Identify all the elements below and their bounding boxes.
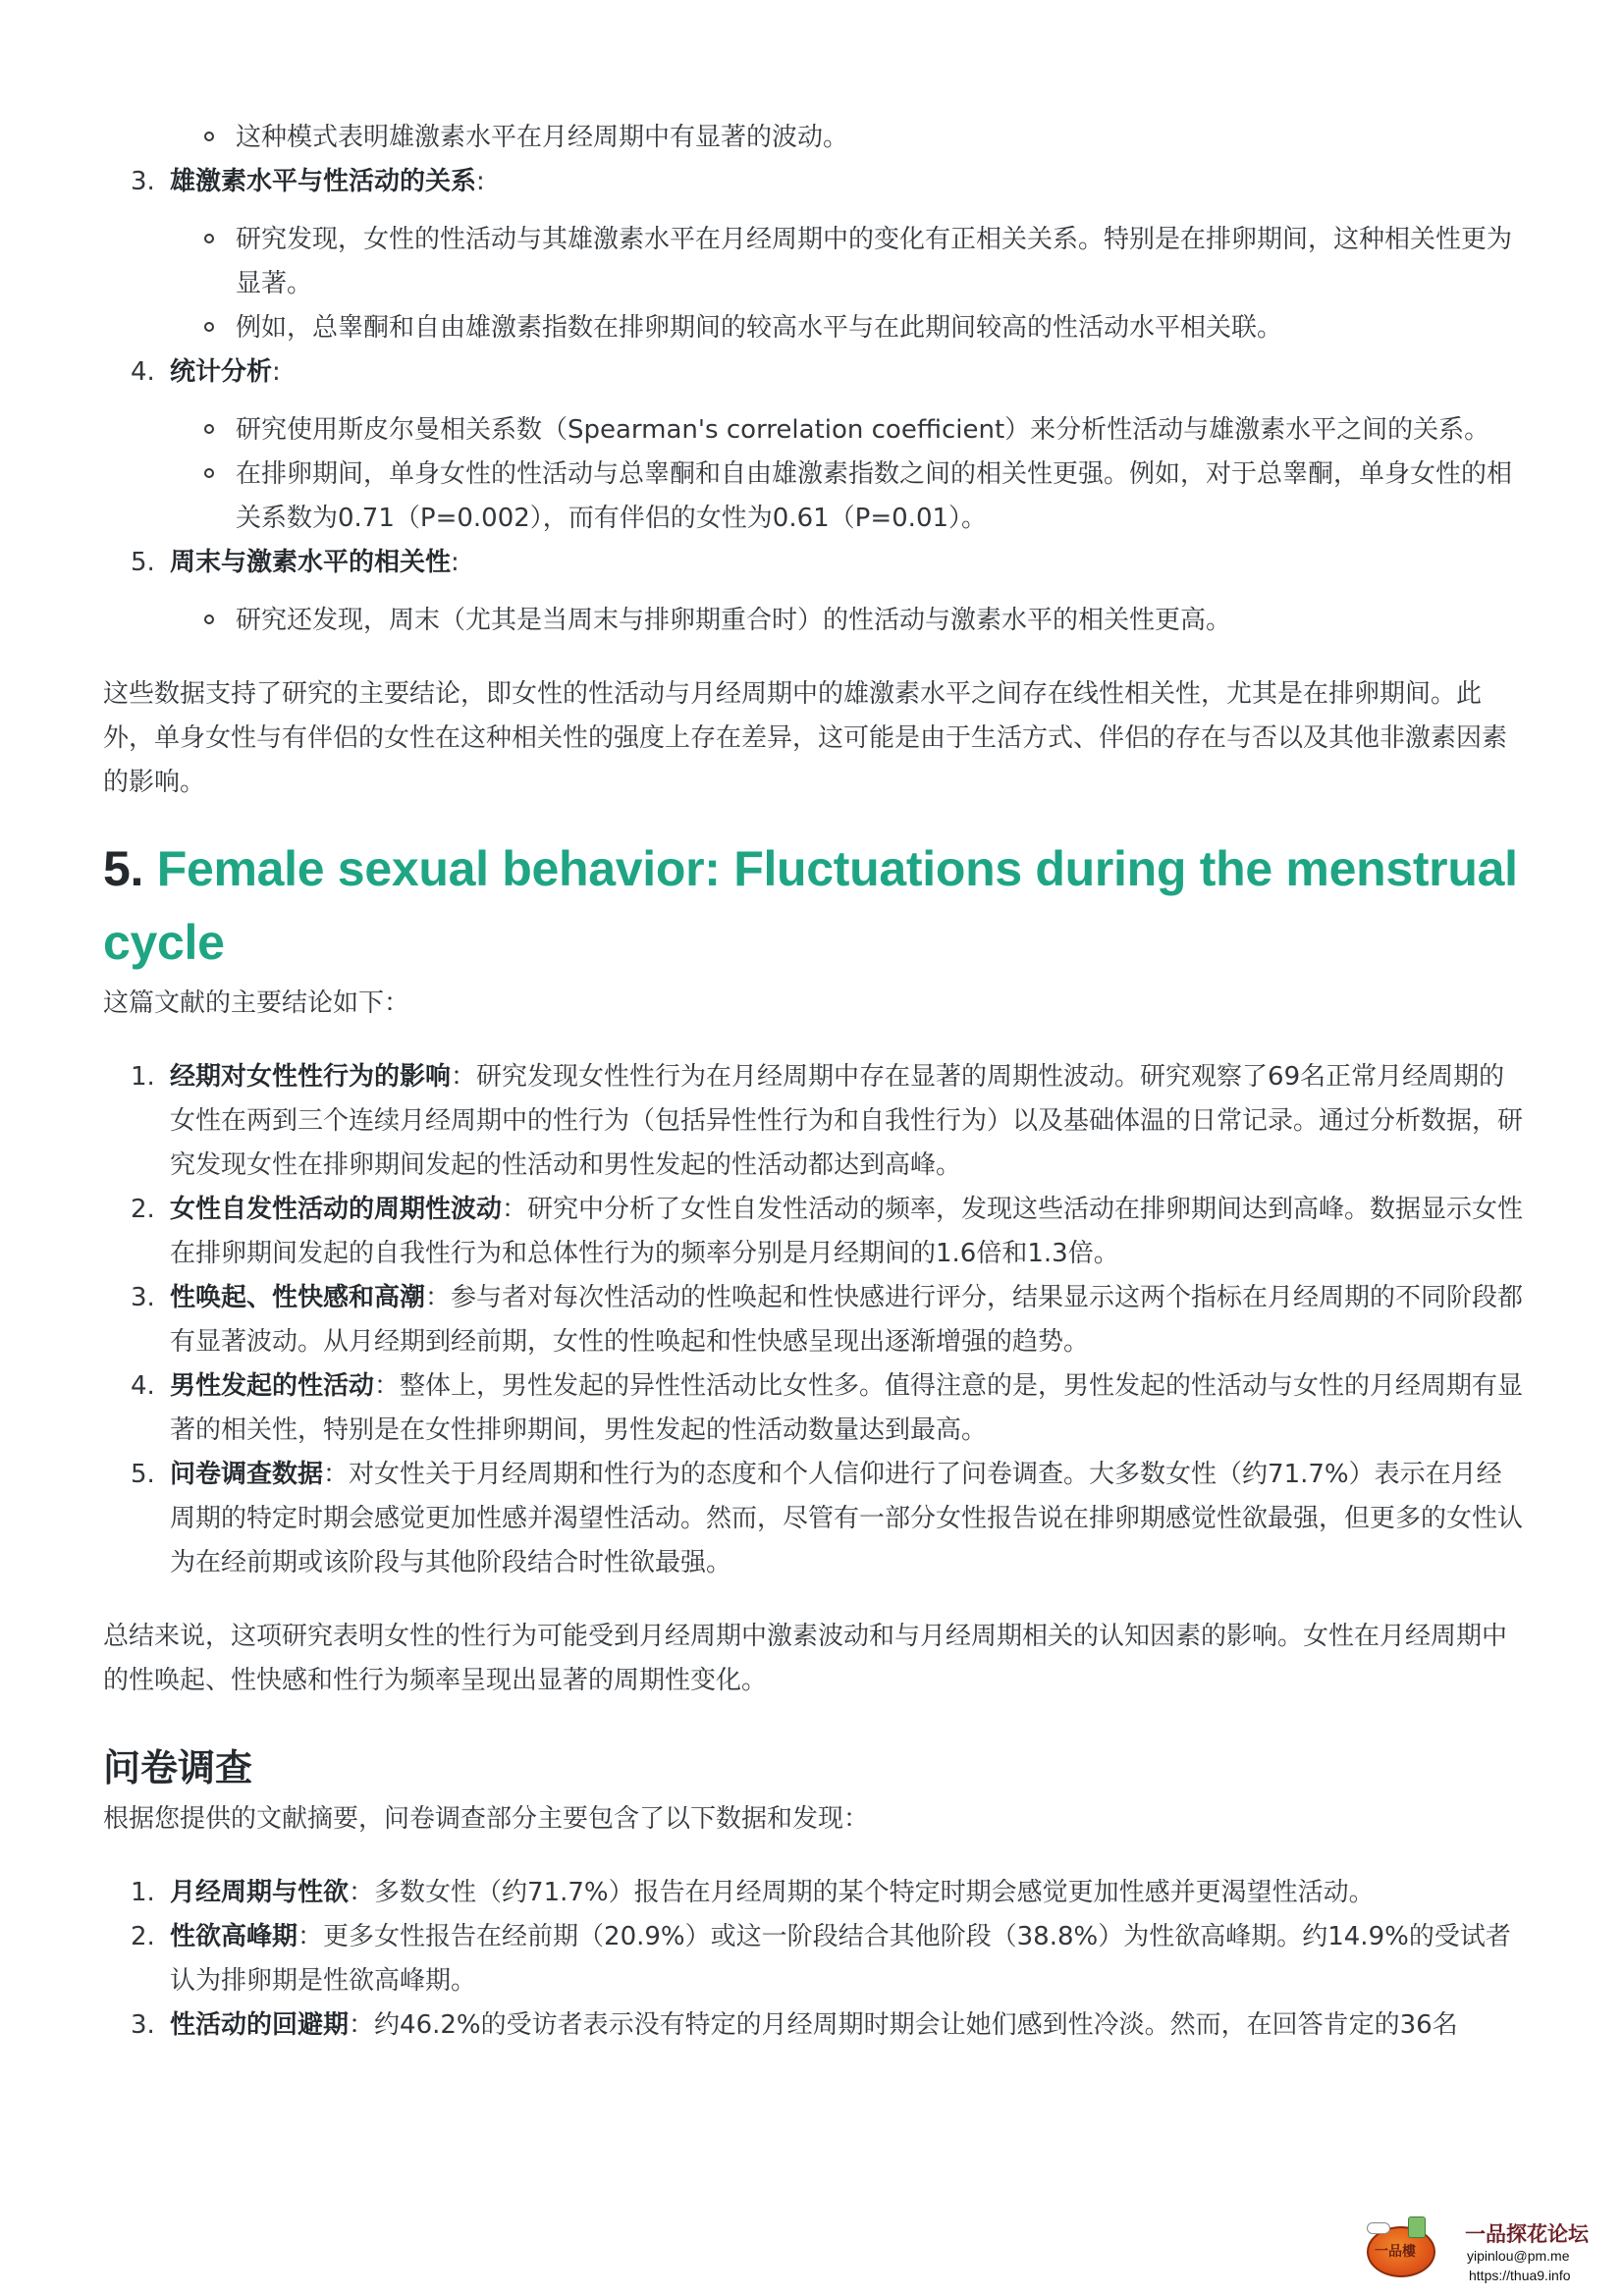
list-item: 2. 性欲高峰期：更多女性报告在经前期（20.9%）或这一阶段结合其他阶段（38.8%）为性欲高峰期。约14.9%的受试者认为排卵期是性欲高峰期。 — [131, 1922, 1511, 1996]
forum-email: yipinlou@pm.me — [1467, 2248, 1570, 2264]
list-item: 5. 问卷调查数据：对女性关于月经周期和性行为的态度和个人信仰进行了问卷调查。大多数女性（约71.7%）表示在月经周期的特定时期会感觉更加性感并渴望性活动。然而，尽管有一部分女性报告说在排卵期感觉性欲最强，但更多的女性认为在经前期或该阶段与其他阶段结合时性欲最强。 — [131, 1460, 1524, 1577]
bullet-item: 研究还发现，周末（尤其是当周末与排卵期重合时）的性活动与激素水平的相关性更高。 — [103, 599, 1527, 643]
forum-logo-icon — [1367, 2226, 1435, 2277]
list-item-text: 约46.2%的受访者表示没有特定的月经周期时期会让她们感到性冷淡。然而，在回答肯定的36名 — [374, 2010, 1458, 2040]
list-item-text: 对女性关于月经周期和性行为的态度和个人信仰进行了问卷调查。大多数女性（约71.7%）表示在月经周期的特定时期会感觉更加性感并渴望性活动。然而，尽管有一部分女性报告说在排卵期感觉性欲最强，但更多的女性认为在经前期或该阶段与其他阶段结合时性欲最强。 — [170, 1460, 1524, 1577]
forum-title: 一品探花论坛 — [1465, 2222, 1589, 2246]
document-page — [103, 116, 1527, 2048]
hollow-bullet-icon — [204, 322, 214, 332]
survey-intro: 根据您提供的文献摘要，问卷调查部分主要包含了以下数据和发现： — [103, 1804, 870, 1834]
list-item: 3. 性唤起、性快感和高潮：参与者对每次性活动的性唤起和性快感进行评分，结果显示这两个指标在月经周期的不同阶段都有显著波动。从月经期到经前期，女性的性唤起和性快感呈现出逐渐增强的趋势。 — [131, 1283, 1524, 1357]
survey-heading: 问卷调查 — [103, 1746, 253, 1789]
bullet-item: 研究发现，女性的性活动与其雄激素水平在月经周期中的变化有正相关关系。特别是在排卵期间，这种相关性更为显著。 — [103, 218, 1527, 306]
list-item-text: 研究发现女性性行为在月经周期中存在显著的周期性波动。研究观察了69名正常月经周期的女性在两到三个连续月经周期中的性行为（包括异性性行为和自我性行为）以及基础体温的日常记录。通过分析数据，研究发现女性在排卵期间发起的性活动和男性发起的性活动都达到高峰。 — [170, 1062, 1524, 1180]
hollow-bullet-icon — [204, 234, 214, 243]
cloud-icon — [1367, 2222, 1390, 2234]
list-item-title: 女性自发性活动的周期性波动 — [170, 1195, 503, 1224]
list-number: 4. — [131, 357, 155, 387]
hollow-bullet-icon — [204, 424, 214, 434]
list-item: 1. 经期对女性性行为的影响：研究发现女性性行为在月经周期中存在显著的周期性波动。研究观察了69名正常月经周期的女性在两到三个连续月经周期中的性行为（包括异性性行为和自我性行为）以及基础体温的日常记录。通过分析数据，研究发现女性在排卵期间发起的性活动和男性发起的性活动都达到高峰。 — [131, 1062, 1524, 1180]
conclusion-paragraph: 这些数据支持了研究的主要结论，即女性的性活动与月经周期中的雄激素水平之间存在线性相关性，尤其是在排卵期间。此外，单身女性与有伴侣的女性在这种相关性的强度上存在差异，这可能是由于生活方式、伴侣的存在与否以及其他非激素因素的影响。 — [103, 679, 1508, 797]
section-title: Female sexual behavior: Fluctuations during the menstrual cycle — [103, 841, 1518, 970]
list-item-title: 周末与激素水平的相关性 — [170, 548, 452, 577]
logo-text: 一品樓 — [1375, 2244, 1416, 2260]
forum-watermark — [1357, 2209, 1612, 2287]
list-item-title: 性活动的回避期 — [170, 2010, 350, 2040]
section-intro: 这篇文献的主要结论如下： — [103, 988, 410, 1018]
list-item: 3. 性活动的回避期：约46.2%的受访者表示没有特定的月经周期时期会让她们感到性冷淡。然而，在回答肯定的36名 — [131, 2010, 1458, 2040]
androgen-findings-list — [103, 350, 1527, 395]
bullet-item: 这种模式表明雄激素水平在月经周期中有显著的波动。 — [103, 116, 1527, 160]
list-item: 4. 男性发起的性活动：整体上，男性发起的异性性活动比女性多。值得注意的是，男性发起的性活动与女性的月经周期有显著的相关性，特别是在女性排卵期间，男性发起的性活动数量达到最高。 — [131, 1371, 1524, 1445]
bullet-item: 例如，总睾酮和自由雄激素指数在排卵期间的较高水平与在此期间较高的性活动水平相关联。 — [103, 306, 1527, 350]
list-item: 2. 女性自发性活动的周期性波动：研究中分析了女性自发性活动的频率，发现这些活动在排卵期间达到高峰。数据显示女性在排卵期间发起的自我性行为和总体性行为的频率分别是月经期间的1.6倍和1.3倍。 — [131, 1195, 1524, 1268]
list-item-title: 男性发起的性活动 — [170, 1371, 375, 1401]
bullet-item: 在排卵期间，单身女性的性活动与总睾酮和自由雄激素指数之间的相关性更强。例如，对于总睾酮，单身女性的相关系数为0.71（P=0.002），而有伴侣的女性为0.61（P=0.01）。 — [103, 453, 1527, 541]
list-item-title: 性唤起、性快感和高潮 — [170, 1283, 426, 1312]
hollow-bullet-icon — [204, 614, 214, 624]
survey-findings-list — [103, 1871, 1527, 2048]
list-item-title: 月经周期与性欲 — [170, 1878, 350, 1907]
list-item-text: 多数女性（约71.7%）报告在月经周期的某个特定时期会感觉更加性感并更渴望性活动。 — [374, 1878, 1375, 1907]
bullet-list — [103, 599, 1527, 643]
list-item-5: 5. 周末与激素水平的相关性: — [103, 541, 1527, 585]
list-item-4: 4. 统计分析: — [103, 350, 1527, 395]
bullet-item: 研究使用斯皮尔曼相关系数（Spearman's correlation coefficient）来分析性活动与雄激素水平之间的关系。 — [103, 408, 1527, 453]
list-item-title: 性欲高峰期 — [170, 1922, 298, 1951]
bullet-list — [103, 218, 1527, 350]
list-item-text: 整体上，男性发起的异性性活动比女性多。值得注意的是，男性发起的性活动与女性的月经周期有显著的相关性，特别是在女性排卵期间，男性发起的性活动数量达到最高。 — [170, 1371, 1524, 1445]
androgen-findings-list — [103, 541, 1527, 585]
carry-over-bullet-list — [103, 116, 1527, 160]
section-5-findings-list — [103, 1055, 1527, 1585]
list-item-title: 经期对女性性行为的影响 — [170, 1062, 452, 1092]
list-item: 1. 月经周期与性欲：多数女性（约71.7%）报告在月经周期的某个特定时期会感觉更加性感并更渴望性活动。 — [131, 1878, 1375, 1907]
list-item-text: 研究中分析了女性自发性活动的频率，发现这些活动在排卵期间达到高峰。数据显示女性在排卵期间发起的自我性行为和总体性行为的频率分别是月经期间的1.6倍和1.3倍。 — [170, 1195, 1524, 1268]
list-item-title: 雄激素水平与性活动的关系 — [170, 167, 477, 196]
list-number: 5. — [131, 548, 155, 577]
forum-url: https://thua9.info — [1469, 2268, 1571, 2283]
list-item-3: 3. 雄激素水平与性活动的关系: — [103, 160, 1527, 204]
list-item-text: 更多女性报告在经前期（20.9%）或这一阶段结合其他阶段（38.8%）为性欲高峰期。约14.9%的受试者认为排卵期是性欲高峰期。 — [170, 1922, 1511, 1996]
hollow-bullet-icon — [204, 468, 214, 478]
hollow-bullet-icon — [204, 132, 214, 141]
list-item-title: 问卷调查数据 — [170, 1460, 324, 1489]
section-number: 5. — [103, 841, 144, 896]
teacup-icon — [1408, 2216, 1426, 2238]
list-item-text: 参与者对每次性活动的性唤起和性快感进行评分，结果显示这两个指标在月经周期的不同阶段都有显著波动。从月经期到经前期，女性的性唤起和性快感呈现出逐渐增强的趋势。 — [170, 1283, 1524, 1357]
list-number: 3. — [131, 167, 155, 196]
section-5-heading — [103, 832, 1527, 980]
bullet-list — [103, 408, 1527, 541]
summary-paragraph: 总结来说，这项研究表明女性的性行为可能受到月经周期中激素波动和与月经周期相关的认知因素的影响。女性在月经周期中的性唤起、性快感和性行为频率呈现出显著的周期性变化。 — [103, 1622, 1508, 1695]
androgen-findings-list — [103, 160, 1527, 204]
list-item-title: 统计分析 — [170, 357, 273, 387]
